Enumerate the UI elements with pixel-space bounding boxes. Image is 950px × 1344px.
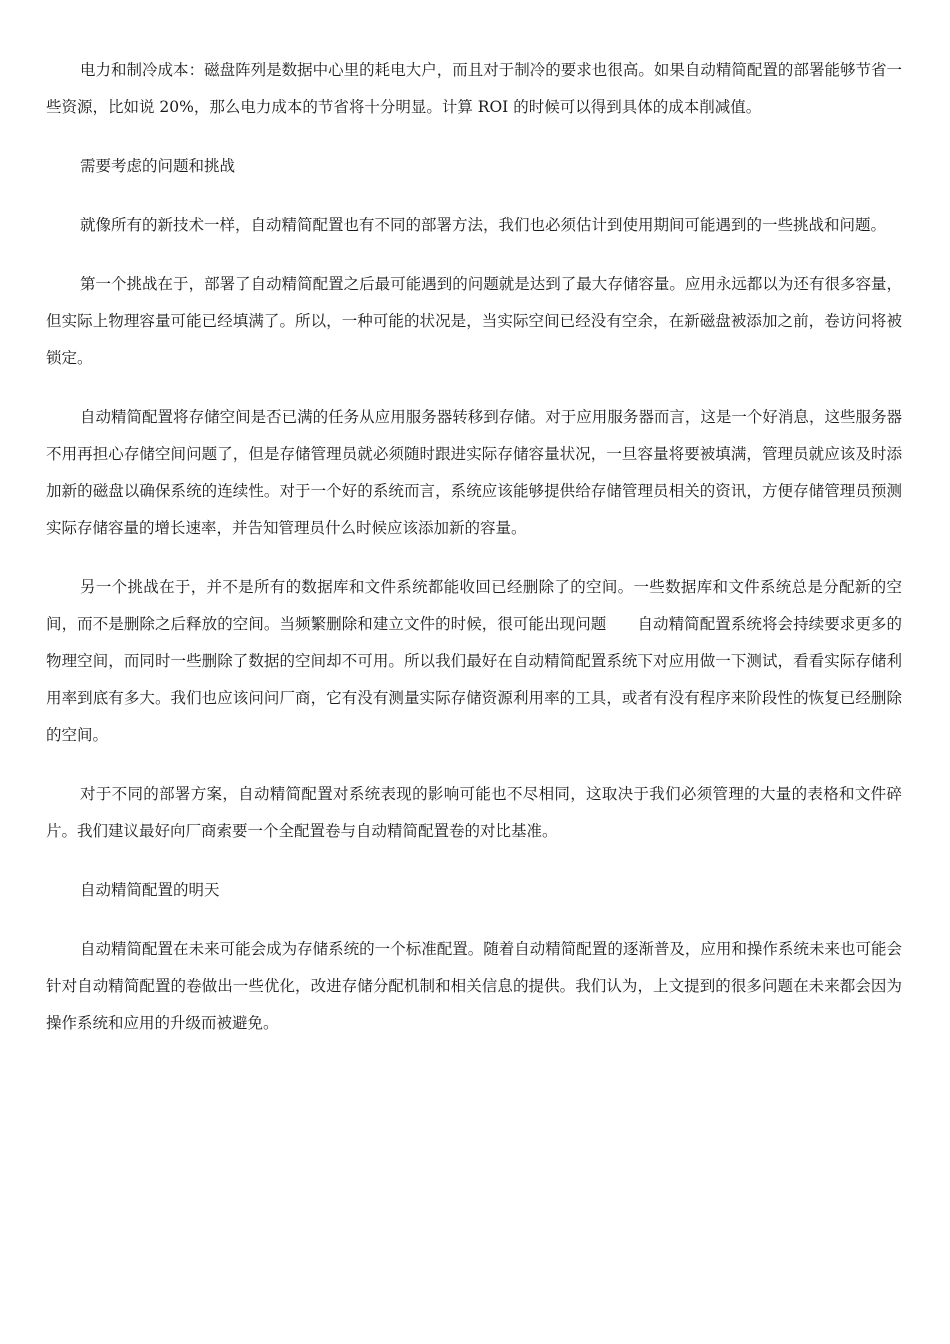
paragraph-space-reclamation: 另一个挑战在于，并不是所有的数据库和文件系统都能收回已经删除了的空间。一些数据库和文件系统总是分配新的空间，而不是删除之后释放的空间。当频繁删除和建立文件的时候，很可能出现问题 自动精简配置系统将会持续要求更多的物理空间，而同时一些删除了数据的空间却不可用。所以我们最好在自动精简配置系统下对应用做一下测试，看看实际存储利用率到底有多大。我们也应该问问厂商，它有没有测量实际存储资源利用率的工具，或者有没有程序来阶段性的恢复已经删除的空间。 [46, 578, 902, 744]
paragraph-future-outlook: 自动精简配置在未来可能会成为存储系统的一个标准配置。随着自动精简配置的逐渐普及，应用和操作系统未来也可能会针对自动精简配置的卷做出一些优化，改进存储分配机制和相关信息的提供。我们认为，上文提到的很多问题在未来都会因为操作系统和应用的升级而被避免。 [46, 940, 902, 1032]
paragraph-first-challenge: 第一个挑战在于，部署了自动精简配置之后最可能遇到的问题就是达到了最大存储容量。应用永远都以为还有很多容量，但实际上物理容量可能已经填满了。所以，一种可能的状况是，当实际空间已经没有空余，在新磁盘被添加之前，卷访问将被锁定。 [46, 275, 902, 367]
section-heading-challenges: 需要考虑的问题和挑战 [80, 157, 236, 175]
section-heading-future: 自动精简配置的明天 [80, 881, 220, 899]
paragraph-challenges-intro: 就像所有的新技术一样，自动精简配置也有不同的部署方法，我们也必须估计到使用期间可能遇到的一些挑战和问题。 [80, 216, 887, 234]
paragraph-capacity-monitoring: 自动精简配置将存储空间是否已满的任务从应用服务器转移到存储。对于应用服务器而言，这是一个好消息，这些服务器不用再担心存储空间问题了，但是存储管理员就必须随时跟进实际存储容量状况，一旦容量将要被填满，管理员就应该及时添加新的磁盘以确保系统的连续性。对于一个好的系统而言，系统应该能够提供给存储管理员相关的资讯，方便存储管理员预测实际存储容量的增长速率，并告知管理员什么时候应该添加新的容量。 [46, 408, 902, 537]
paragraph-performance-impact: 对于不同的部署方案，自动精简配置对系统表现的影响可能也不尽相同，这取决于我们必须管理的大量的表格和文件碎片。我们建议最好向厂商索要一个全配置卷与自动精简配置卷的对比基准。 [46, 785, 902, 840]
paragraph-power-cooling-cost: 电力和制冷成本：磁盘阵列是数据中心里的耗电大户，而且对于制冷的要求也很高。如果自动精简配置的部署能够节省一些资源，比如说 20%，那么电力成本的节省将十分明显。计算 ROI 的时候可以得到具体的成本削减值。 [46, 61, 902, 116]
document-body [46, 52, 902, 1042]
